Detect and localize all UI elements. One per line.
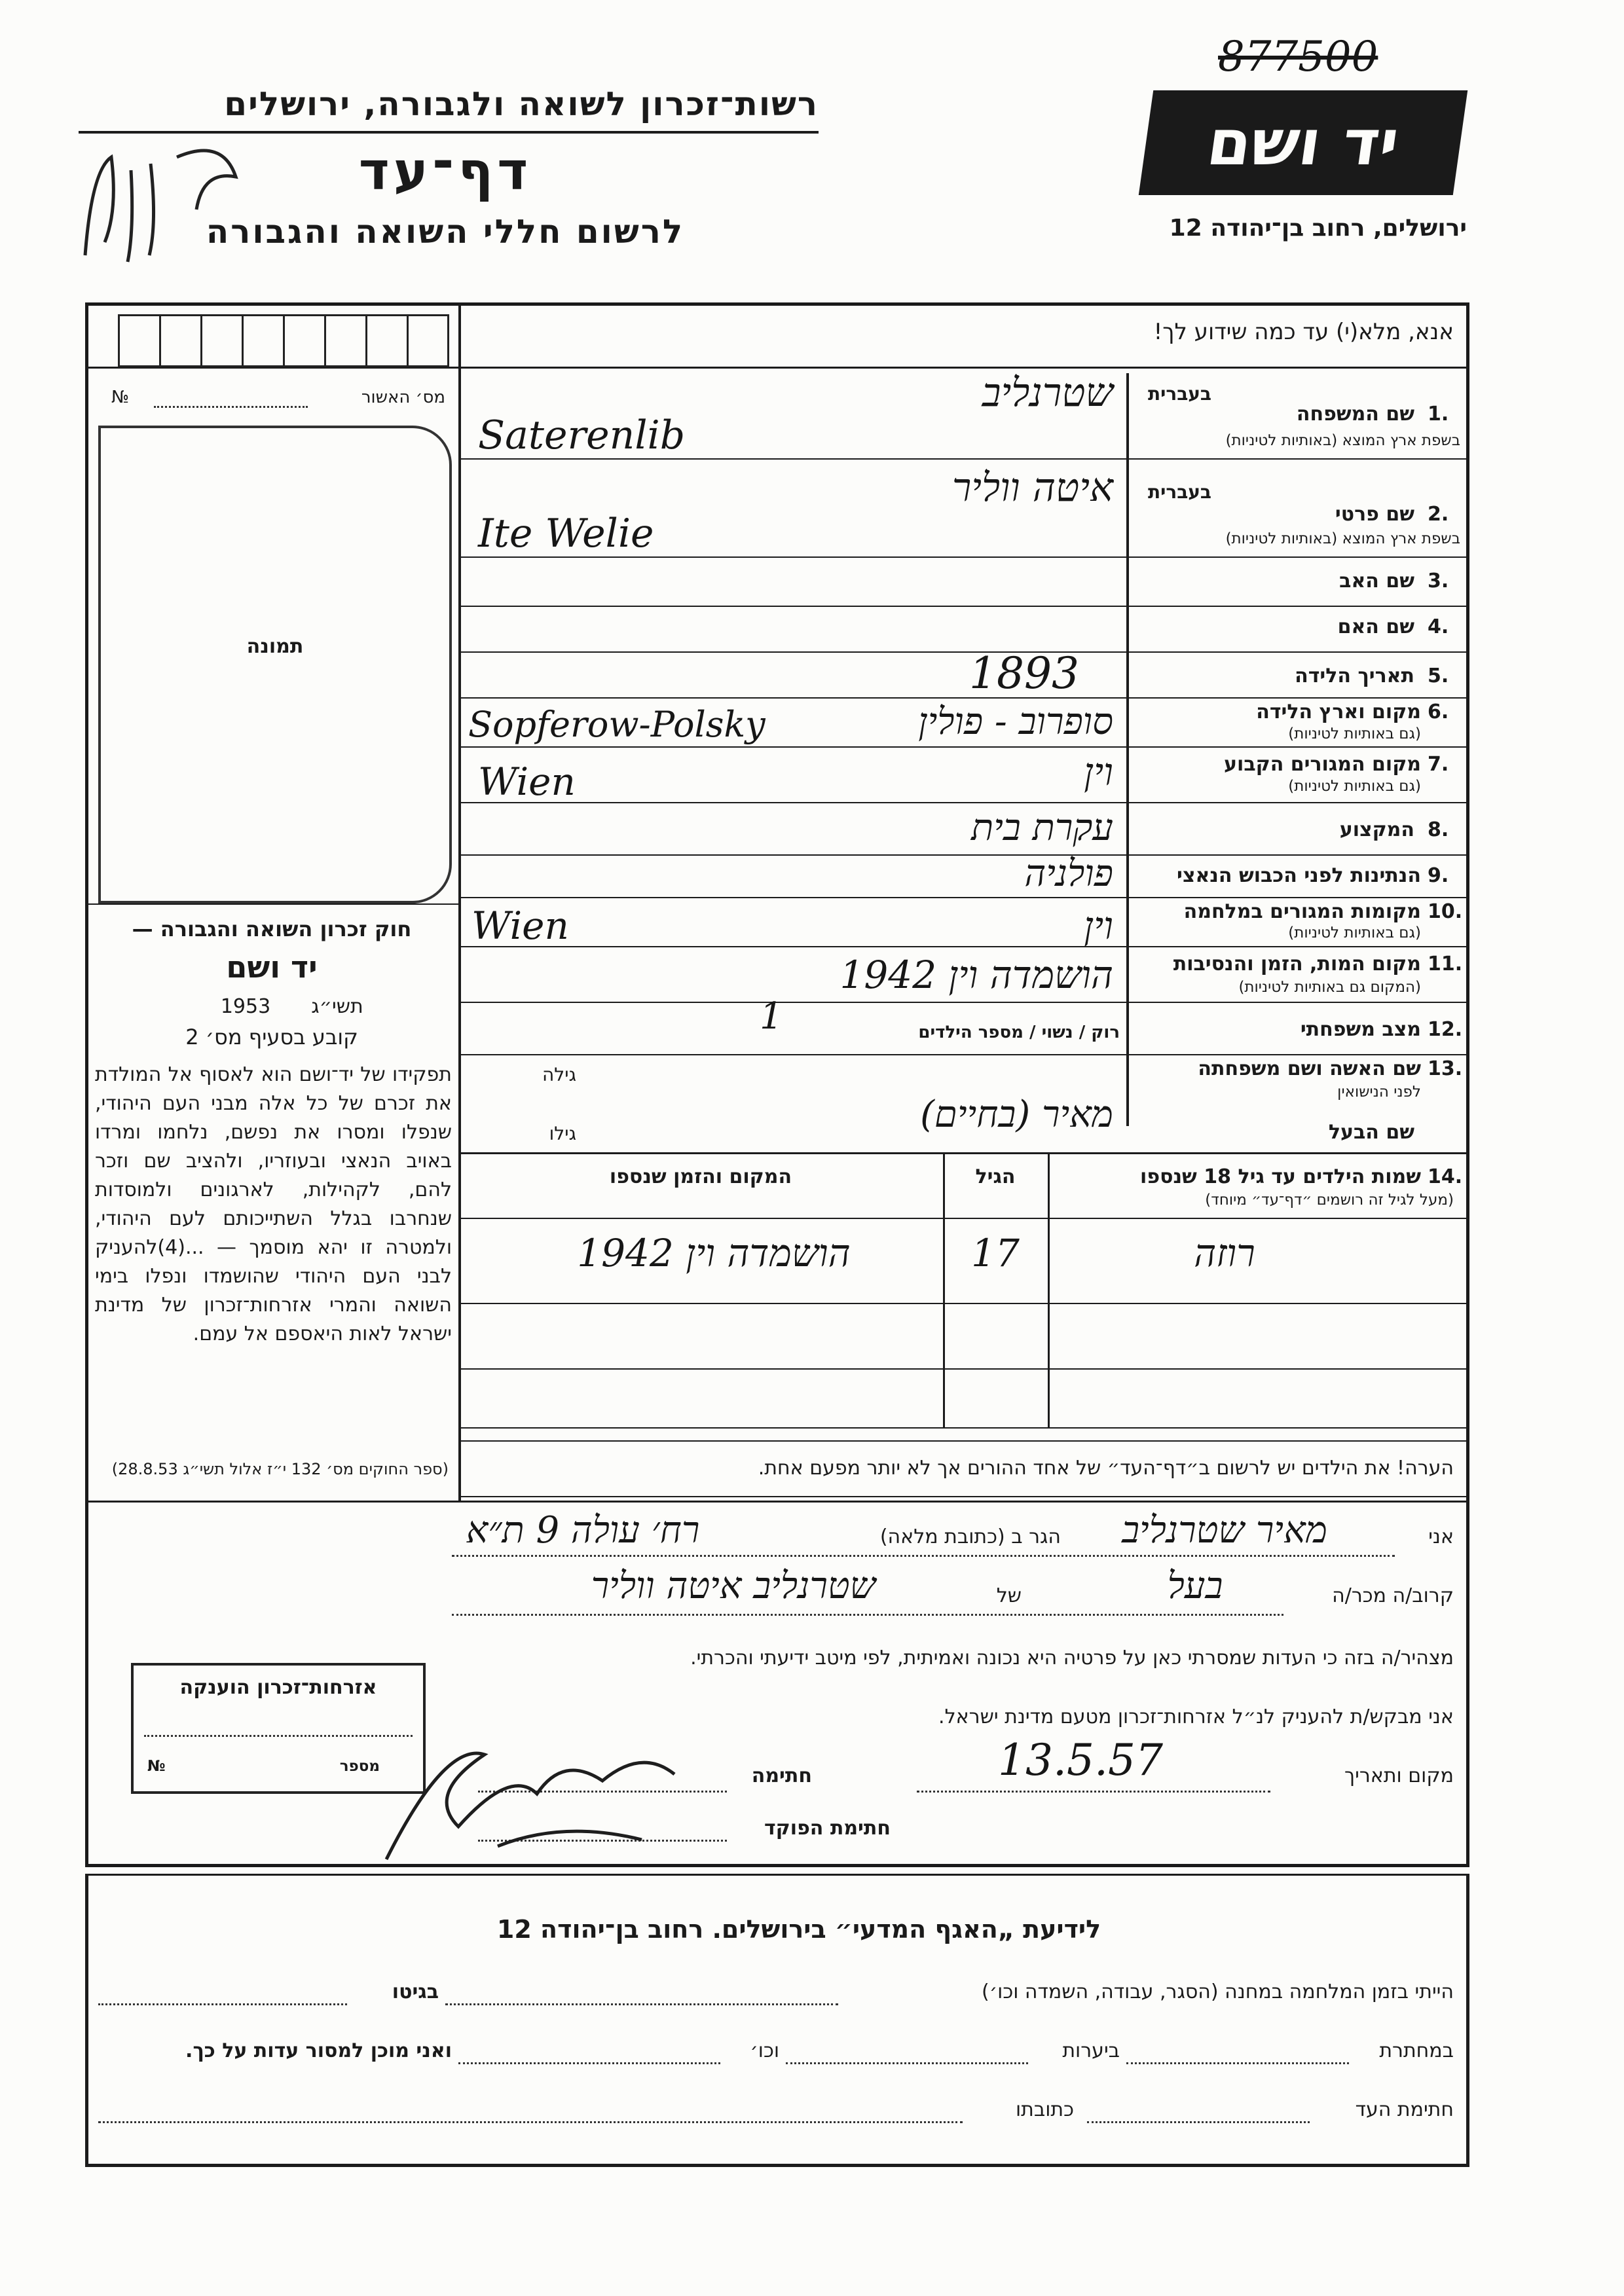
field-12-number: 12.: [1428, 1018, 1463, 1041]
husband-name-value: מאיר (בחיים): [920, 1093, 1113, 1136]
yad-vashem-logo: יד ושם: [1139, 90, 1467, 195]
field-1-label: שם המשפחה: [1296, 403, 1414, 426]
declaration-of-label: של: [996, 1584, 1022, 1607]
footer-forests-label: ביערות: [1062, 2039, 1120, 2062]
wife-age-label: גילה: [542, 1064, 576, 1085]
photo-frame: [98, 426, 452, 903]
archive-number: 877500: [1218, 33, 1378, 81]
citizenship-stamp-no-symbol: №: [147, 1758, 166, 1775]
field-1-sublabel: בשפת ארץ המוצא (באותיות לטיניות): [1225, 432, 1460, 449]
hebrew-tag-2: בעברית: [1147, 481, 1211, 503]
declaration-resides-label: הגר ב (כתובת מלאה): [879, 1525, 1061, 1548]
given-name-hebrew-value: איטה ווליר: [951, 465, 1113, 511]
death-place-value: הושמדה וין 1942: [840, 953, 1113, 997]
field-13-number: 13.: [1428, 1057, 1463, 1080]
instructions: אנא, מלא(י) עד כמה שידוע לך!: [1153, 319, 1454, 345]
children-label: שמות הילדים עד גיל 18 שנספו: [1140, 1165, 1421, 1188]
field-4-number: 4.: [1428, 615, 1449, 638]
husband-label: שם הבעל: [1328, 1121, 1414, 1144]
place-date-label: מקום ותאריך: [1344, 1764, 1454, 1787]
footer-camp-label: הייתי בזמן המלחמה במחנה (הסגר, עבודה, השמדה וכו׳): [981, 1980, 1454, 2003]
children-number: 14.: [1428, 1165, 1463, 1188]
relation-value: בעל: [1167, 1565, 1223, 1607]
declarant-name-value: מאיר שטרנליב: [1122, 1509, 1327, 1552]
form-subtitle: לרשום חללי השואה והגבורה: [206, 213, 685, 251]
birthplace-latin-value: Sopferow-Polsky: [468, 704, 766, 745]
residence-latin-value: Wien: [478, 759, 576, 804]
footer-witness-signature-label: חתימת העד: [1355, 2098, 1454, 2121]
occupation-value: עקרת בית: [971, 807, 1113, 849]
of-name-value: שטרנליב איטה ווליר: [591, 1565, 876, 1607]
residence-hebrew-value: וין: [1084, 750, 1113, 794]
field-5-label: תאריך הלידה: [1295, 665, 1414, 687]
law-clause: קובע בסעיף מס׳ 2: [185, 1025, 358, 1049]
field-3-label: שם האב: [1339, 570, 1414, 592]
footer-etc-label: וכו׳: [750, 2039, 779, 2062]
footer-willing-label: ואני מוכן למסור עדות על כך.: [185, 2039, 452, 2062]
field-7-label: מקום המגורים הקבוע: [1224, 753, 1421, 776]
citizenship-stamp-title: אזרחות־זכרון הוענקה: [179, 1676, 377, 1699]
birth-date-value: 1893: [969, 648, 1079, 699]
marital-options: רוק / נשוי / מספר הילדים: [918, 1023, 1120, 1042]
field-11-label: מקום המות, הזמן והנסיבות: [1173, 953, 1421, 975]
address: ירושלים, רחוב בן־יהודה 12: [1169, 215, 1467, 242]
children-col-age: הגיל: [975, 1165, 1016, 1188]
field-8-label: המקצוע: [1339, 818, 1414, 841]
field-6-sublabel: (גם באותיות לטיניות): [1288, 725, 1421, 742]
declarant-address-value: רח׳ עולה 9 ת״א: [466, 1509, 700, 1552]
signature-label: חתימה: [751, 1764, 812, 1787]
place-date-value: 13.5.57: [998, 1735, 1163, 1785]
birthplace-hebrew-value: סופרוב - פולין: [918, 701, 1113, 743]
field-2-sublabel: בשפת ארץ המוצא (באותיות לטיניות): [1225, 530, 1460, 547]
form-title: דף־עד: [358, 141, 532, 202]
law-name: יד ושם: [226, 949, 318, 985]
field-8-number: 8.: [1428, 818, 1449, 841]
field-9-label: הנתינות לפני הכבוש הנאצי: [1177, 864, 1421, 887]
children-sublabel: (מעל לגיל זה רושמים ״דף־עד״ מיוחד): [1205, 1192, 1454, 1209]
field-1-number: 1.: [1428, 403, 1449, 426]
law-year: 1953: [220, 995, 271, 1018]
declaration-statement: מצהיר/ה בזה כי העדות שמסרתי כאן על פרטיה היא נכונה ואמיתית, לפי מיטב ידיעתי והכרתי.: [690, 1647, 1454, 1669]
child-place-value: הושמדה וין 1942: [577, 1231, 851, 1275]
field-7-sublabel: (גם באותיות לטיניות): [1288, 778, 1421, 795]
law-title: חוק זכרון השואה והגבורה —: [132, 917, 412, 941]
surname-hebrew-value: שטרנליב: [982, 370, 1113, 416]
footer-ghetto-label: בגיטו: [392, 1980, 439, 2003]
children-col-place: המקום והזמן שנספו: [609, 1165, 792, 1188]
certificate-label: מס׳ האשור: [361, 388, 445, 407]
given-name-latin-value: Ite Welie: [478, 511, 654, 556]
law-text: תפקידו של יד־ושם הוא לאסוף אל המולדת את זכרם של כל אלה מבני העם היהודי, שנפלו ומסרו את נפשם, נלחמו ומרדו באויב הנאצי ובעוזריו, ולהציב שם וזכר להם, לקהילות, לארגונים ולמוסדות שנחרבו בגלל השתייכותם לעם היהודי, ולמטרה זו יהא מוסמך — ...(4)להעניק לבני העם היהודי שהושמדו ונפלו בימי השואה והמרי אזרחות־זכרון של מדינת ישראל לאות היאספם אל עמם.: [95, 1063, 452, 1345]
wartime-residence-latin-value: Wien: [471, 903, 569, 948]
certificate-no-symbol: №: [111, 388, 130, 407]
field-2-label: שם פרטי: [1335, 503, 1414, 526]
child-name-value: רוזה: [1194, 1231, 1255, 1275]
declaration-relative-label: קרוב/ה מכר/ה: [1332, 1584, 1454, 1607]
field-12-label: מצב משפחתי: [1300, 1018, 1421, 1041]
photo-label: תמונה: [246, 635, 304, 658]
child-age-value: 17: [971, 1231, 1020, 1275]
field-2-number: 2.: [1428, 503, 1449, 526]
field-5-number: 5.: [1428, 665, 1449, 687]
field-11-number: 11.: [1428, 953, 1463, 975]
law-year-he: תשי״ג: [311, 995, 363, 1018]
field-4-label: שם האם: [1337, 615, 1414, 638]
field-6-number: 6.: [1428, 701, 1449, 723]
director-signature: [72, 131, 255, 275]
hebrew-tag-1: בעברית: [1147, 383, 1211, 405]
citizenship-stamp-number-label: מספר: [339, 1758, 380, 1775]
field-10-number: 10.: [1428, 900, 1463, 923]
field-6-label: מקום וארץ הלידה: [1256, 701, 1421, 723]
children-note: הערה! את הילדים יש לרשום ב״דף־העד״ של אחד ההורים אך לא יותר מפעם אחת.: [758, 1457, 1454, 1480]
officer-signature-label: חתימת הפוקד: [764, 1817, 891, 1840]
footer-address-label: כתובתו: [1016, 2098, 1074, 2121]
authority-name: רשות־זכרון לשואה ולגבורה, ירושלים: [224, 85, 819, 123]
nationality-value: פולניה: [1024, 852, 1113, 895]
footer-title: לידיעת „האגף המדעי״ בירושלים. רחוב בן־יהודה 12: [496, 1915, 1101, 1944]
children-count-value: 1: [760, 995, 783, 1038]
footer-underground-label: במחתרת: [1379, 2039, 1454, 2062]
field-3-number: 3.: [1428, 570, 1449, 592]
declaration-request: אני מבקש/ת להעניק לנ״ל אזרחות־זכרון מטעם מדינת ישראל.: [938, 1705, 1454, 1728]
field-13-sublabel: לפני הנישואין: [1337, 1084, 1421, 1101]
field-13-label: שם האשה ושם משפחתה: [1198, 1057, 1421, 1080]
field-9-number: 9.: [1428, 864, 1449, 887]
field-7-number: 7.: [1428, 753, 1449, 776]
field-10-label: מקומות המגורים במלחמה: [1183, 900, 1421, 923]
husband-age-label: גילו: [549, 1123, 576, 1144]
field-10-sublabel: (גם באותיות לטיניות): [1288, 924, 1421, 941]
law-source: (ספר החוקים מס׳ 132 י״ז אלול תשי״ג 28.8.53): [111, 1460, 449, 1478]
code-boxes: [118, 314, 445, 363]
wartime-residence-hebrew-value: וין: [1084, 903, 1113, 948]
declaration-i-label: אני: [1428, 1525, 1454, 1548]
surname-latin-value: Saterenlib: [478, 412, 686, 458]
field-11-sublabel: (המקום גם באותיות לטיניות): [1238, 979, 1421, 996]
declarant-signature: [367, 1715, 760, 1872]
